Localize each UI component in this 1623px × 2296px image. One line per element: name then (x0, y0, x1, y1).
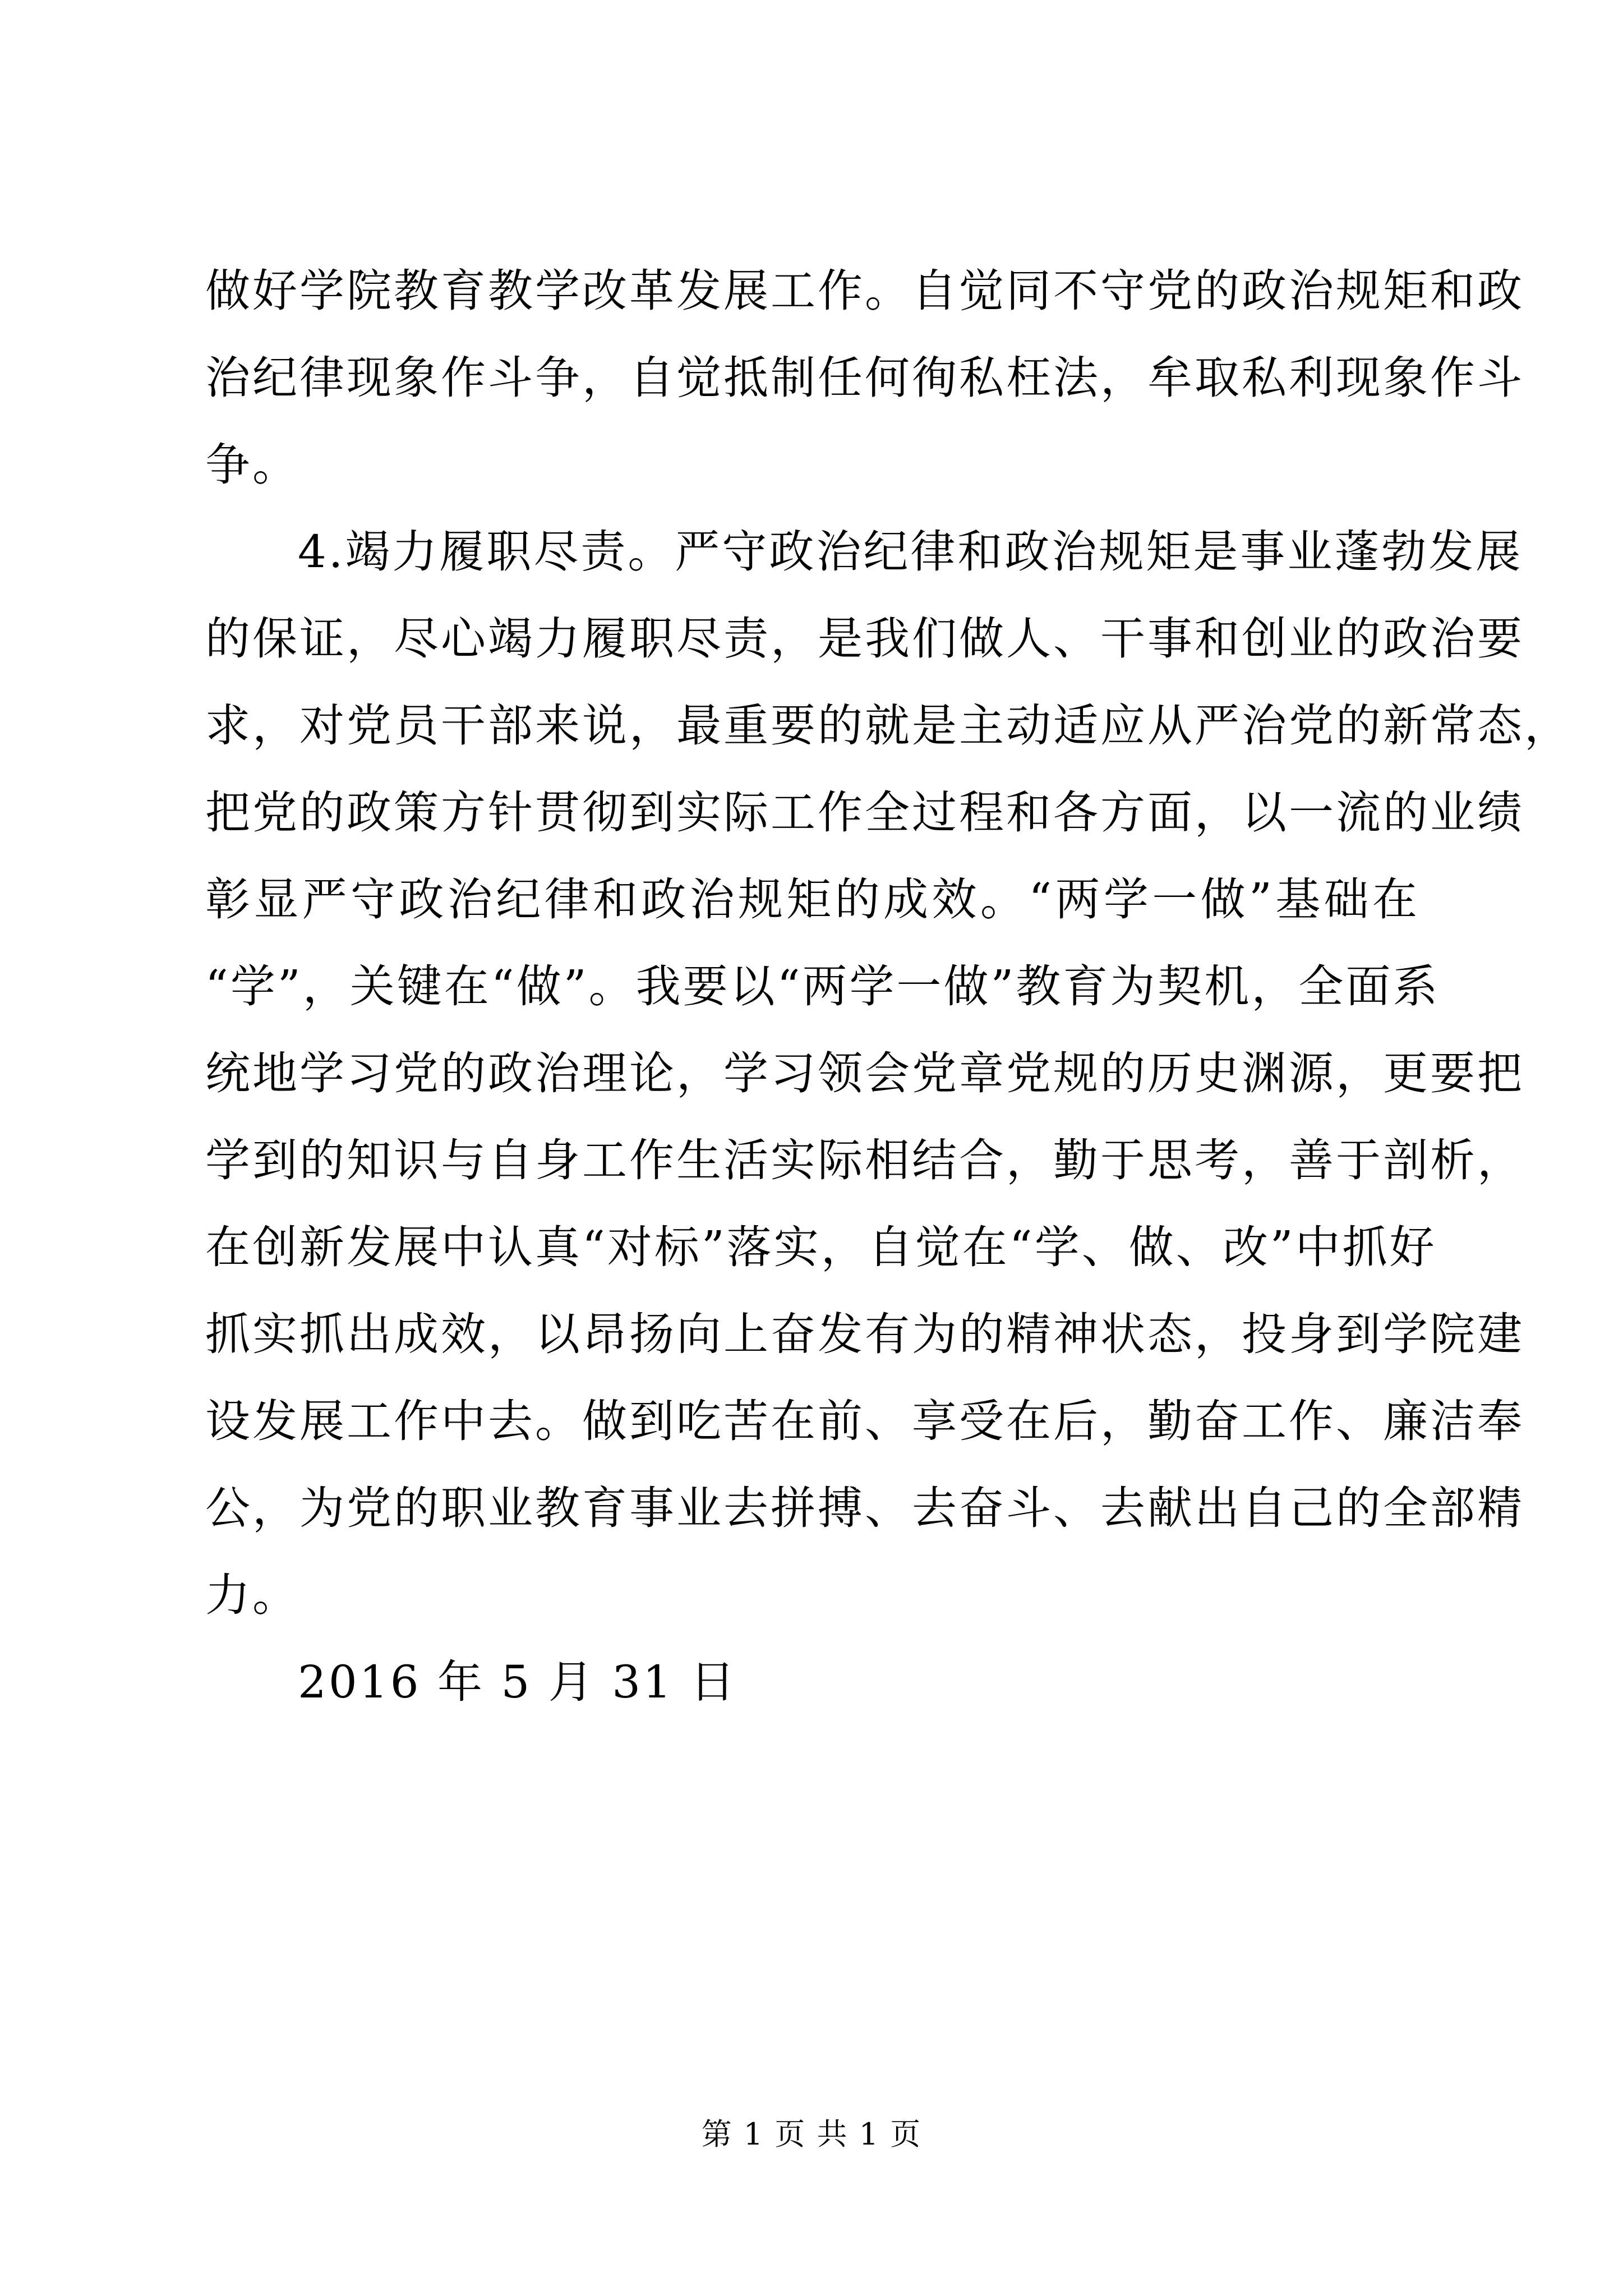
text-line: 彰显严守政治纪律和政治规矩的成效。“两学一做”基础在 (205, 873, 1419, 926)
text-line: 争。 (205, 439, 299, 491)
text-line: 力。 (205, 1569, 299, 1621)
text-line: 治纪律现象作斗争，自觉抵制任何徇私枉法，牟取私利现象作斗 (205, 352, 1524, 404)
text-line: 统地学习党的政治理论，学习领会党章党规的历史渊源，更要把 (205, 1047, 1524, 1099)
text-line: 公，为党的职业教育事业去拼搏、去奋斗、去献出自己的全部精 (205, 1482, 1524, 1534)
document-date: 2016 年 5 月 31 日 (298, 1656, 737, 1708)
text-line: “学”，关键在“做”。我要以“两学一做”教育为契机，全面系 (205, 960, 1440, 1013)
text-line: 的保证，尽心竭力履职尽责，是我们做人、干事和创业的政治要 (205, 613, 1524, 665)
paragraph-1 (205, 247, 1524, 508)
document-body (205, 247, 1571, 1726)
paragraph-2 (205, 508, 1571, 1639)
page-number-footer: 第 1 页 共 1 页 (701, 2116, 922, 2152)
text-line: 求，对党员干部来说，最重要的就是主动适应从严治党的新常态， (205, 700, 1571, 752)
text-line: 做好学院教育教学改革发展工作。自觉同不守党的政治规矩和政 (205, 265, 1524, 317)
text-line: 抓实抓出成效，以昂扬向上奋发有为的精神状态，投身到学院建 (205, 1308, 1524, 1360)
text-line: 把党的政策方针贯彻到实际工作全过程和各方面，以一流的业绩 (205, 786, 1524, 839)
text-line-first: 4.竭力履职尽责。严守政治纪律和政治规矩是事业蓬勃发展 (298, 526, 1523, 578)
text-line: 在创新发展中认真“对标”落实，自觉在“学、做、改”中抓好 (205, 1221, 1437, 1273)
text-line: 设发展工作中去。做到吃苦在前、享受在后，勤奋工作、廉洁奉 (205, 1395, 1524, 1447)
text-line: 学到的知识与自身工作生活实际相结合，勤于思考，善于剖析， (205, 1134, 1524, 1186)
